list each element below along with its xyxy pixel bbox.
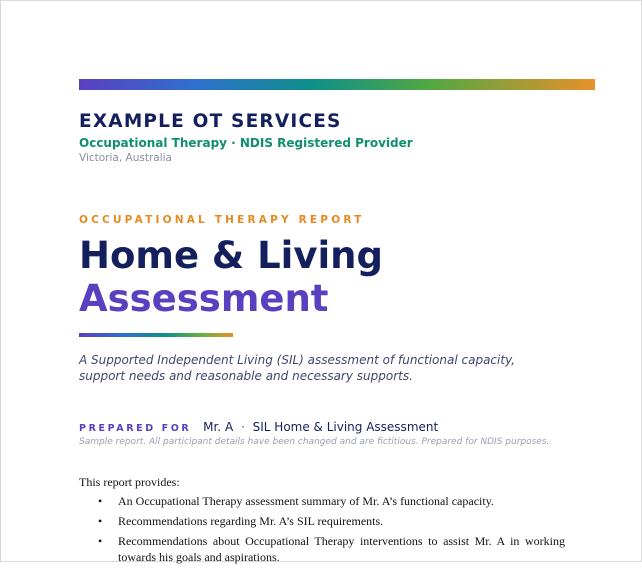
bullet-icon: • — [98, 534, 103, 548]
report-title-line2: Assessment — [79, 277, 329, 320]
separator: · — [240, 420, 245, 434]
prepared-for-line — [79, 420, 438, 434]
report-title-line1: Home & Living — [79, 234, 383, 277]
list-item-text: An Occupational Therapy assessment summary of Mr. A’s functional capacity. — [118, 494, 494, 508]
report-kicker: OCCUPATIONAL THERAPY REPORT — [79, 214, 365, 226]
bullet-icon: • — [98, 514, 103, 528]
client-name: Mr. A — [203, 420, 234, 434]
list-item — [79, 513, 565, 529]
header-gradient-bar — [79, 79, 595, 90]
list-item — [79, 493, 565, 509]
provides-list — [79, 493, 565, 569]
list-item-text: Recommendations regarding Mr. A’s SIL requirements. — [118, 514, 384, 528]
provides-heading: This report provides: — [79, 475, 180, 489]
assessment-name: SIL Home & Living Assessment — [252, 420, 439, 434]
organization-subtitle: Occupational Therapy · NDIS Registered Provider — [79, 136, 413, 150]
organization-name: EXAMPLE OT SERVICES — [79, 111, 342, 132]
prepared-for-label: PREPARED FOR — [79, 423, 192, 434]
report-intro: A Supported Independent Living (SIL) assessment of functional capacity, support needs and reasonable and necessary supports. — [79, 353, 516, 383]
bullet-icon: • — [98, 494, 103, 508]
sample-disclaimer: Sample report. All participant details have been changed and are fictitious. Prepared for NDIS purposes. — [79, 437, 550, 447]
list-item — [79, 533, 565, 565]
organization-location: Victoria, Australia — [79, 152, 172, 164]
title-gradient-rule — [79, 333, 233, 337]
list-item-text: Recommendations about Occupational Therapy interventions to assist Mr. A in working towards his goals and aspirations. — [118, 534, 565, 564]
